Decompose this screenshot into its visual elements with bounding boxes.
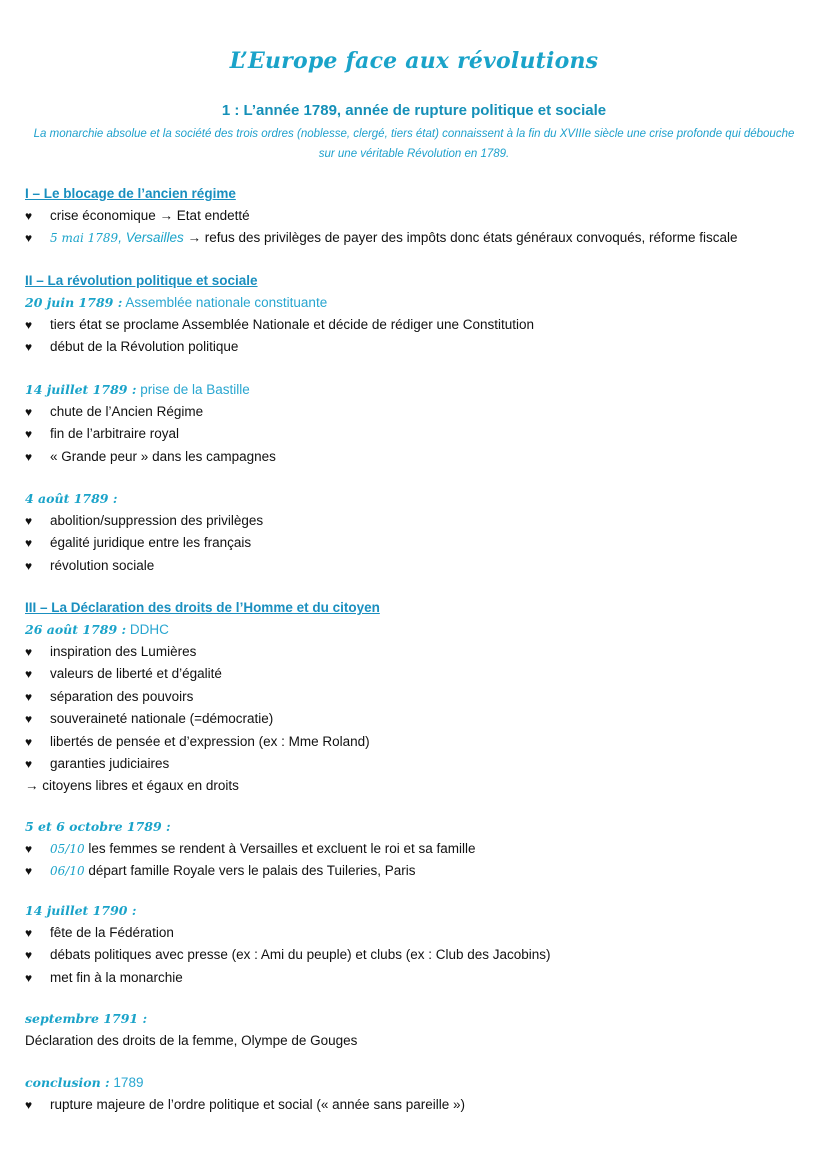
list-item: ♥ « Grande peur » dans les campagnes bbox=[25, 446, 276, 468]
list-item: ♥ fin de l’arbitraire royal bbox=[25, 423, 276, 445]
list-item: ♥ 05/10 les femmes se rendent à Versailles et excluent le roi et sa famille bbox=[25, 838, 476, 860]
list-item: ♥ chute de l’Ancien Régime bbox=[25, 401, 276, 423]
bullet-list bbox=[25, 205, 738, 250]
heart-bullet-icon: ♥ bbox=[25, 318, 33, 332]
date-block bbox=[25, 1008, 357, 1052]
list-item: ♥ garanties judiciaires bbox=[25, 753, 380, 775]
heart-bullet-icon: ♥ bbox=[25, 667, 33, 682]
date-line: 20 juin 1789 : Assemblée nationale constituante bbox=[25, 295, 328, 310]
date-label: 26 août 1789 : bbox=[25, 622, 127, 637]
heart-bullet-icon: ♥ bbox=[25, 970, 33, 985]
date-label: 14 juillet 1789 : bbox=[25, 382, 137, 397]
list-item: ♥ inspiration des Lumières bbox=[25, 641, 380, 663]
list-item: ♥ début de la Révolution politique bbox=[25, 336, 534, 358]
date-line: 14 juillet 1789 : prise de la Bastille bbox=[25, 382, 250, 397]
list-item: ♥ crise économique → Etat endetté bbox=[25, 205, 738, 227]
list-item: ♥ abolition/suppression des privilèges bbox=[25, 510, 263, 532]
document-title: L’Europe face aux révolutions bbox=[229, 48, 599, 74]
bullet-list bbox=[25, 510, 263, 577]
heart-bullet-icon: ♥ bbox=[25, 536, 33, 551]
list-item: ♥ révolution sociale bbox=[25, 555, 263, 577]
heart-bullet-icon: ♥ bbox=[25, 842, 33, 856]
inline-place: , Versailles bbox=[118, 230, 184, 246]
inline-date: 06/10 bbox=[50, 864, 85, 879]
date-line bbox=[25, 900, 551, 922]
list-item: ♥ souveraineté nationale (=démocratie) bbox=[25, 708, 380, 730]
heart-bullet-icon: ♥ bbox=[25, 514, 33, 528]
heart-bullet-icon: ♥ bbox=[25, 689, 33, 704]
date-block bbox=[25, 816, 476, 883]
section-heading: I – Le blocage de l’ancien régime bbox=[25, 186, 236, 201]
date-label: 14 juillet 1790 : bbox=[25, 903, 137, 918]
heart-bullet-icon: ♥ bbox=[25, 948, 33, 963]
heart-bullet-icon: ♥ bbox=[25, 756, 33, 771]
heart-bullet-icon: ♥ bbox=[25, 340, 33, 355]
date-label: 20 juin 1789 : bbox=[25, 295, 123, 310]
list-item: ♥ met fin à la monarchie bbox=[25, 967, 551, 989]
date-line bbox=[25, 816, 476, 838]
section-3 bbox=[25, 597, 380, 797]
date-line bbox=[25, 1008, 357, 1030]
heart-bullet-icon: ♥ bbox=[25, 231, 33, 246]
plain-text: Déclaration des droits de la femme, Olympe de Gouges bbox=[25, 1033, 358, 1048]
date-block bbox=[25, 379, 276, 468]
heart-bullet-icon: ♥ bbox=[25, 405, 33, 419]
heart-bullet-icon: ♥ bbox=[25, 734, 33, 749]
intro-paragraph: La monarchie absolue et la société des trois ordres (noblesse, clergé, tiers état) connaissent à la fin du XVIIIe siècle une crise profonde qui débouche sur une véritable Révolution en 1789. bbox=[33, 128, 795, 160]
bullet-list bbox=[25, 922, 551, 989]
date-label: 5 et 6 octobre 1789 : bbox=[25, 819, 171, 834]
bullet-list bbox=[25, 641, 380, 775]
list-item: ♥ tiers état se proclame Assemblée Nationale et décide de rédiger une Constitution bbox=[25, 314, 534, 336]
section-heading: III – La Déclaration des droits de l’Homme et du citoyen bbox=[25, 600, 380, 615]
list-item: ♥ rupture majeure de l’ordre politique et social (« année sans pareille ») bbox=[25, 1094, 465, 1116]
date-line: conclusion : 1789 bbox=[25, 1075, 144, 1090]
list-item: ♥ 5 mai 1789, Versailles → refus des privilèges de payer des impôts donc états généraux convoqués, réforme fiscale bbox=[25, 227, 738, 249]
list-item: ♥ séparation des pouvoirs bbox=[25, 686, 380, 708]
inline-date: 5 mai 1789 bbox=[50, 231, 119, 246]
heart-bullet-icon: ♥ bbox=[25, 449, 33, 464]
list-item: ♥ 06/10 départ famille Royale vers le palais des Tuileries, Paris bbox=[25, 860, 476, 882]
section-2 bbox=[25, 270, 534, 359]
date-label: septembre 1791 : bbox=[25, 1011, 148, 1026]
date-line: 26 août 1789 : DDHC bbox=[25, 622, 169, 637]
heart-bullet-icon: ♥ bbox=[25, 645, 33, 659]
bullet-list bbox=[25, 838, 476, 883]
date-label: conclusion : bbox=[25, 1075, 110, 1090]
list-item: ♥ égalité juridique entre les français bbox=[25, 532, 263, 554]
bullet-list bbox=[25, 1094, 465, 1116]
inline-date: 05/10 bbox=[50, 842, 85, 856]
conclusion-line: → citoyens libres et égaux en droits bbox=[25, 778, 239, 794]
section-heading: II – La révolution politique et sociale bbox=[25, 273, 258, 288]
date-line bbox=[25, 488, 263, 510]
list-item: ♥ fête de la Fédération bbox=[25, 922, 551, 944]
date-block bbox=[25, 488, 263, 577]
heart-bullet-icon: ♥ bbox=[25, 1098, 33, 1112]
date-block bbox=[25, 900, 551, 989]
heart-bullet-icon: ♥ bbox=[25, 427, 33, 442]
heart-bullet-icon: ♥ bbox=[25, 926, 33, 940]
heart-bullet-icon: ♥ bbox=[25, 558, 33, 573]
list-item: ♥ libertés de pensée et d’expression (ex : Mme Roland) bbox=[25, 731, 380, 753]
date-label: 4 août 1789 : bbox=[25, 491, 118, 506]
date-block bbox=[25, 1072, 465, 1116]
heart-bullet-icon: ♥ bbox=[25, 209, 33, 223]
bullet-list bbox=[25, 314, 534, 359]
bullet-list bbox=[25, 401, 276, 468]
section-1 bbox=[25, 183, 738, 250]
heart-bullet-icon: ♥ bbox=[25, 712, 33, 727]
list-item: ♥ valeurs de liberté et d’égalité bbox=[25, 663, 380, 685]
list-item: ♥ débats politiques avec presse (ex : Ami du peuple) et clubs (ex : Club des Jacobins) bbox=[25, 944, 551, 966]
heart-bullet-icon: ♥ bbox=[25, 864, 33, 879]
chapter-subtitle: 1 : L’année 1789, année de rupture politique et sociale bbox=[221, 102, 607, 119]
